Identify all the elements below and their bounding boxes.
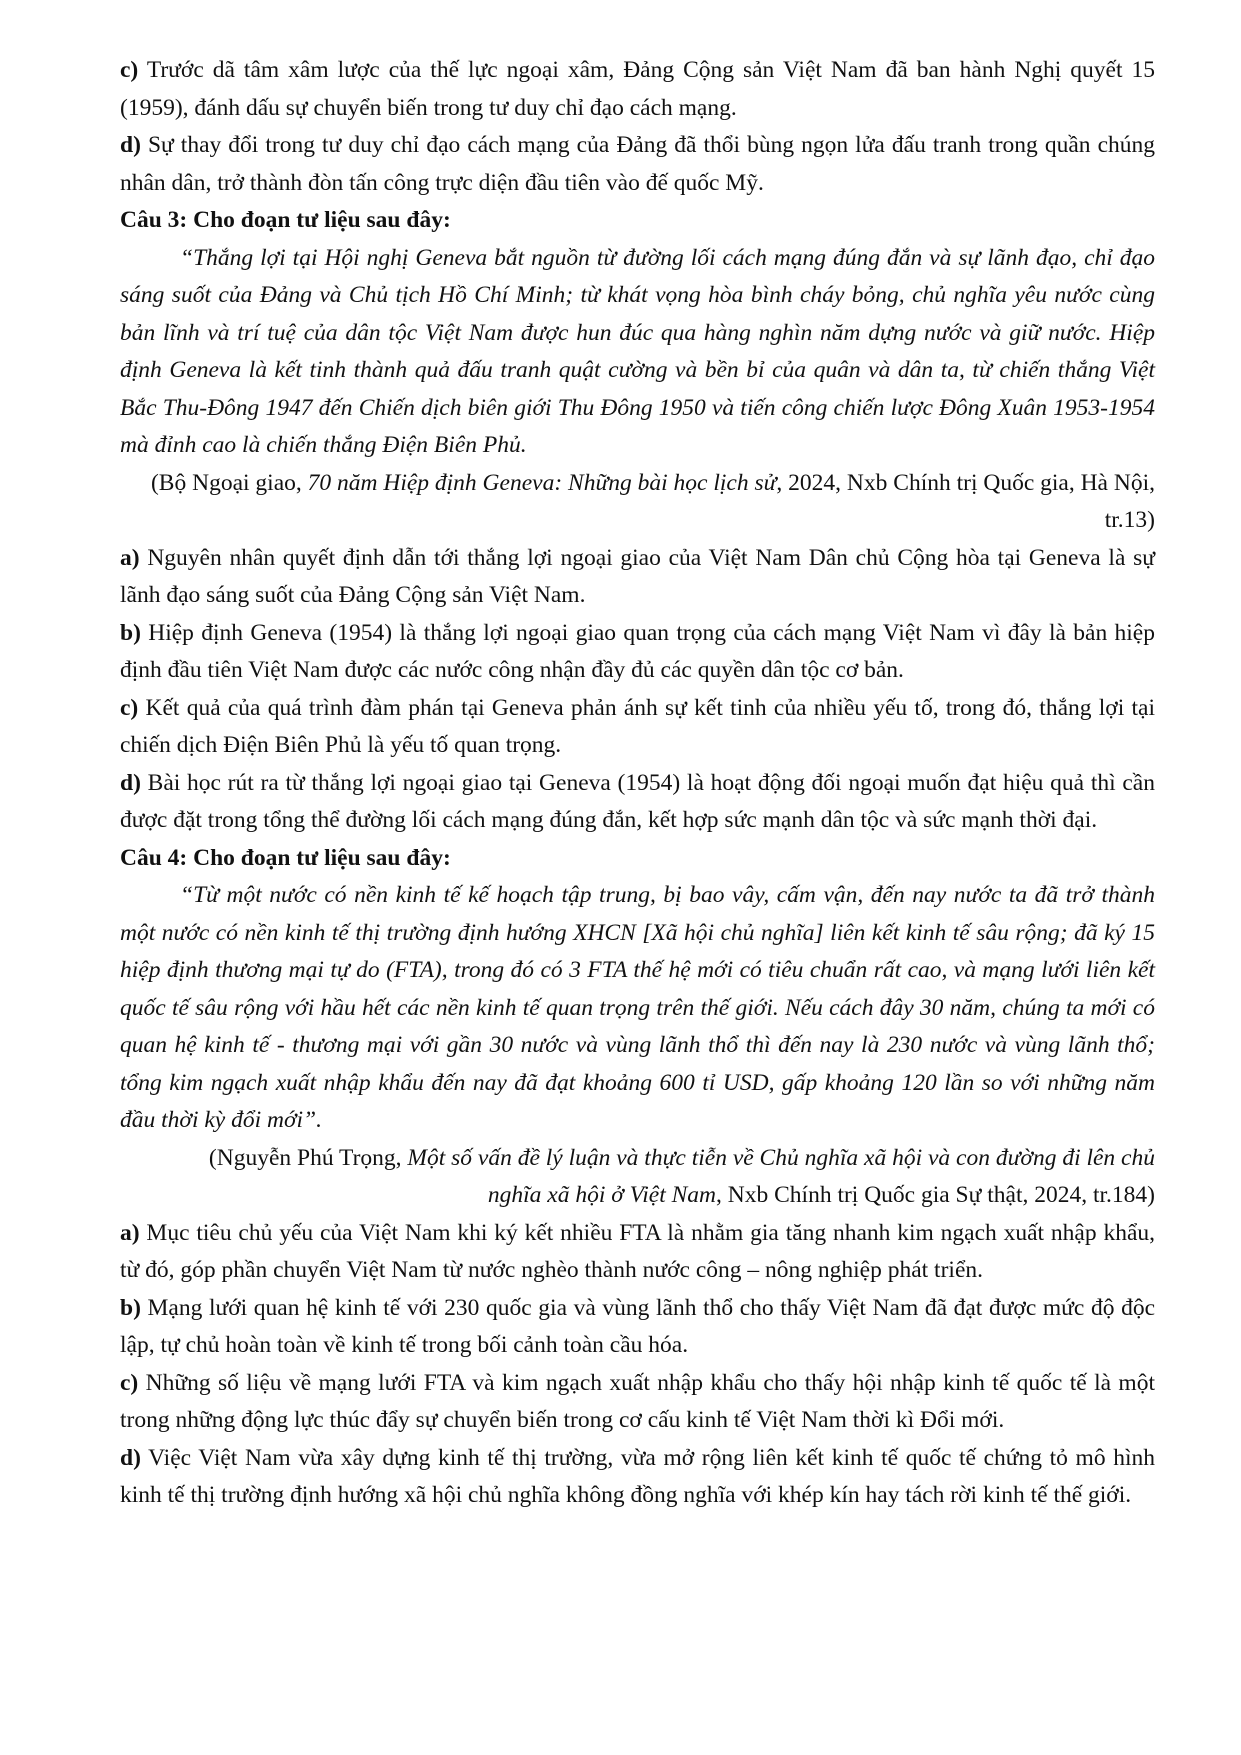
question-4-option-b <box>120 1290 1155 1365</box>
question-4-option-a <box>120 1215 1155 1290</box>
option-label: a) <box>120 1219 140 1246</box>
source-title-line-1: Một số vấn đề lý luận và thực tiễn về Chủ nghĩa xã hội và con đường đi lên chủ <box>407 1144 1155 1171</box>
source-title: 70 năm Hiệp định Geneva: Những bài học lịch sử <box>307 469 777 496</box>
prev-option-d <box>120 127 1155 202</box>
option-label: d) <box>120 132 141 158</box>
option-label: c) <box>120 57 139 83</box>
option-text: Mục tiêu chủ yếu của Việt Nam khi ký kết nhiều FTA là nhằm gia tăng nhanh kim ngạch xuất nhập khẩu, từ đó, góp phần chuyển Việt Nam từ nước nghèo thành nước công – nông nghiệp phát triển. <box>120 1219 1155 1283</box>
option-text: Kết quả của quá trình đàm phán tại Geneva phản ánh sự kết tinh của nhiều yếu tố, trong đó, thắng lợi tại chiến dịch Điện Biên Phủ là yếu tố quan trọng. <box>120 694 1155 758</box>
question-3-option-a <box>120 540 1155 615</box>
source-suffix: , Nxb Chính trị Quốc gia Sự thật, 2024, tr.184) <box>716 1182 1155 1208</box>
option-text: Những số liệu về mạng lưới FTA và kim ngạch xuất nhập khẩu cho thấy hội nhập kinh tế quốc tế là một trong những động lực thúc đẩy sự chuyển biến trong cơ cấu kinh tế Việt Nam thời kì Đổi mới. <box>120 1369 1155 1433</box>
option-label: b) <box>120 1294 141 1321</box>
question-4-option-c <box>120 1365 1155 1440</box>
option-text: Nguyên nhân quyết định dẫn tới thắng lợi ngoại giao của Việt Nam Dân chủ Cộng hòa tại Geneva là sự lãnh đạo sáng suốt của Đảng Cộng sản Việt Nam. <box>120 544 1155 608</box>
question-3-option-d <box>120 765 1155 840</box>
option-label: d) <box>120 1444 141 1471</box>
option-text: Trước dã tâm xâm lược của thế lực ngoại xâm, Đảng Cộng sản Việt Nam đã ban hành Nghị quyết 15 (1959), đánh dấu sự chuyển biến trong tư duy chỉ đạo cách mạng. <box>120 57 1155 121</box>
option-text: Việc Việt Nam vừa xây dựng kinh tế thị trường, vừa mở rộng liên kết kinh tế quốc tế chứng tỏ mô hình kinh tế thị trường định hướng xã hội chủ nghĩa không đồng nghĩa với khép kín hay tách rời kinh tế thế giới. <box>120 1444 1155 1508</box>
option-text: Bài học rút ra từ thắng lợi ngoại giao tại Geneva (1954) là hoạt động đối ngoại muốn đạt hiệu quả thì cần được đặt trong tổng thể đường lối cách mạng đúng đắn, kết hợp sức mạnh dân tộc và sức mạnh thời đại. <box>120 769 1155 833</box>
source-prefix: (Bộ Ngoại giao, <box>150 469 308 496</box>
question-3-quote: “Thắng lợi tại Hội nghị Geneva bắt nguồn từ đường lối cách mạng đúng đắn và sự lãnh đạo, chỉ đạo sáng suốt của Đảng và Chủ tịch Hồ Chí Minh; từ khát vọng hòa bình cháy bỏng, chủ nghĩa yêu nước cùng bản lĩnh và trí tuệ của dân tộc Việt Nam được hun đúc qua hàng nghìn năm dựng nước và giữ nước. Hiệp định Geneva là kết tinh thành quả đấu tranh quật cường và bền bỉ của quân và dân ta, từ chiến thắng Việt Bắc Thu-Đông 1947 đến Chiến dịch biên giới Thu Đông 1950 và tiến công chiến lược Đông Xuân 1953-1954 mà đỉnh cao là chiến thắng Điện Biên Phủ. <box>120 244 1155 458</box>
option-label: b) <box>120 619 141 646</box>
question-4-quote: “Từ một nước có nền kinh tế kế hoạch tập trung, bị bao vây, cấm vận, đến nay nước ta đã trở thành một nước có nền kinh tế thị trường định hướng XHCN [Xã hội chủ nghĩa] liên kết kinh tế sâu rộng; đã ký 15 hiệp định thương mại tự do (FTA), trong đó có 3 FTA thế hệ mới có tiêu chuẩn rất cao, và mạng lưới liên kết quốc tế sâu rộng với hầu hết các nền kinh tế quan trọng trên thế giới. Nếu cách đây 30 năm, chúng ta mới có quan hệ kinh tế - thương mại với gần 30 nước và vùng lãnh thổ thì đến nay là 230 nước và vùng lãnh thổ; tổng kim ngạch xuất nhập khẩu đến nay đã đạt khoảng 600 tỉ USD, gấp khoảng 120 lần so với những năm đầu thời kỳ đổi mới”. <box>120 882 1155 1133</box>
question-4-source <box>120 1140 1155 1215</box>
option-label: a) <box>120 544 140 571</box>
source-title-line-2: nghĩa xã hội ở Việt Nam <box>487 1182 717 1208</box>
option-label: c) <box>120 1369 139 1396</box>
question-3-option-c <box>120 690 1155 765</box>
source-suffix: , 2024, Nxb Chính trị Quốc gia, Hà Nội, tr.13) <box>776 469 1155 533</box>
option-label: c) <box>120 694 139 721</box>
option-text: Mạng lưới quan hệ kinh tế với 230 quốc gia và vùng lãnh thổ cho thấy Việt Nam đã đạt được mức độ độc lập, tự chủ hoàn toàn về kinh tế trong bối cảnh toàn cầu hóa. <box>120 1294 1155 1358</box>
question-3-source <box>120 465 1155 540</box>
source-prefix: (Nguyễn Phú Trọng, <box>208 1144 408 1171</box>
question-4-title: Câu 4: Cho đoạn tư liệu sau đây: <box>120 844 451 871</box>
option-text: Sự thay đổi trong tư duy chỉ đạo cách mạng của Đảng đã thổi bùng ngọn lửa đấu tranh trong quần chúng nhân dân, trở thành đòn tấn công trực diện đầu tiên vào đế quốc Mỹ. <box>120 132 1155 196</box>
option-label: d) <box>120 769 141 796</box>
prev-option-c <box>120 52 1155 127</box>
question-4-option-d <box>120 1440 1155 1515</box>
question-3-option-b <box>120 615 1155 690</box>
option-text: Hiệp định Geneva (1954) là thắng lợi ngoại giao quan trọng của cách mạng Việt Nam vì đây là bản hiệp định đầu tiên Việt Nam được các nước công nhận đầy đủ các quyền dân tộc cơ bản. <box>120 619 1155 683</box>
question-3-title: Câu 3: Cho đoạn tư liệu sau đây: <box>120 207 451 233</box>
